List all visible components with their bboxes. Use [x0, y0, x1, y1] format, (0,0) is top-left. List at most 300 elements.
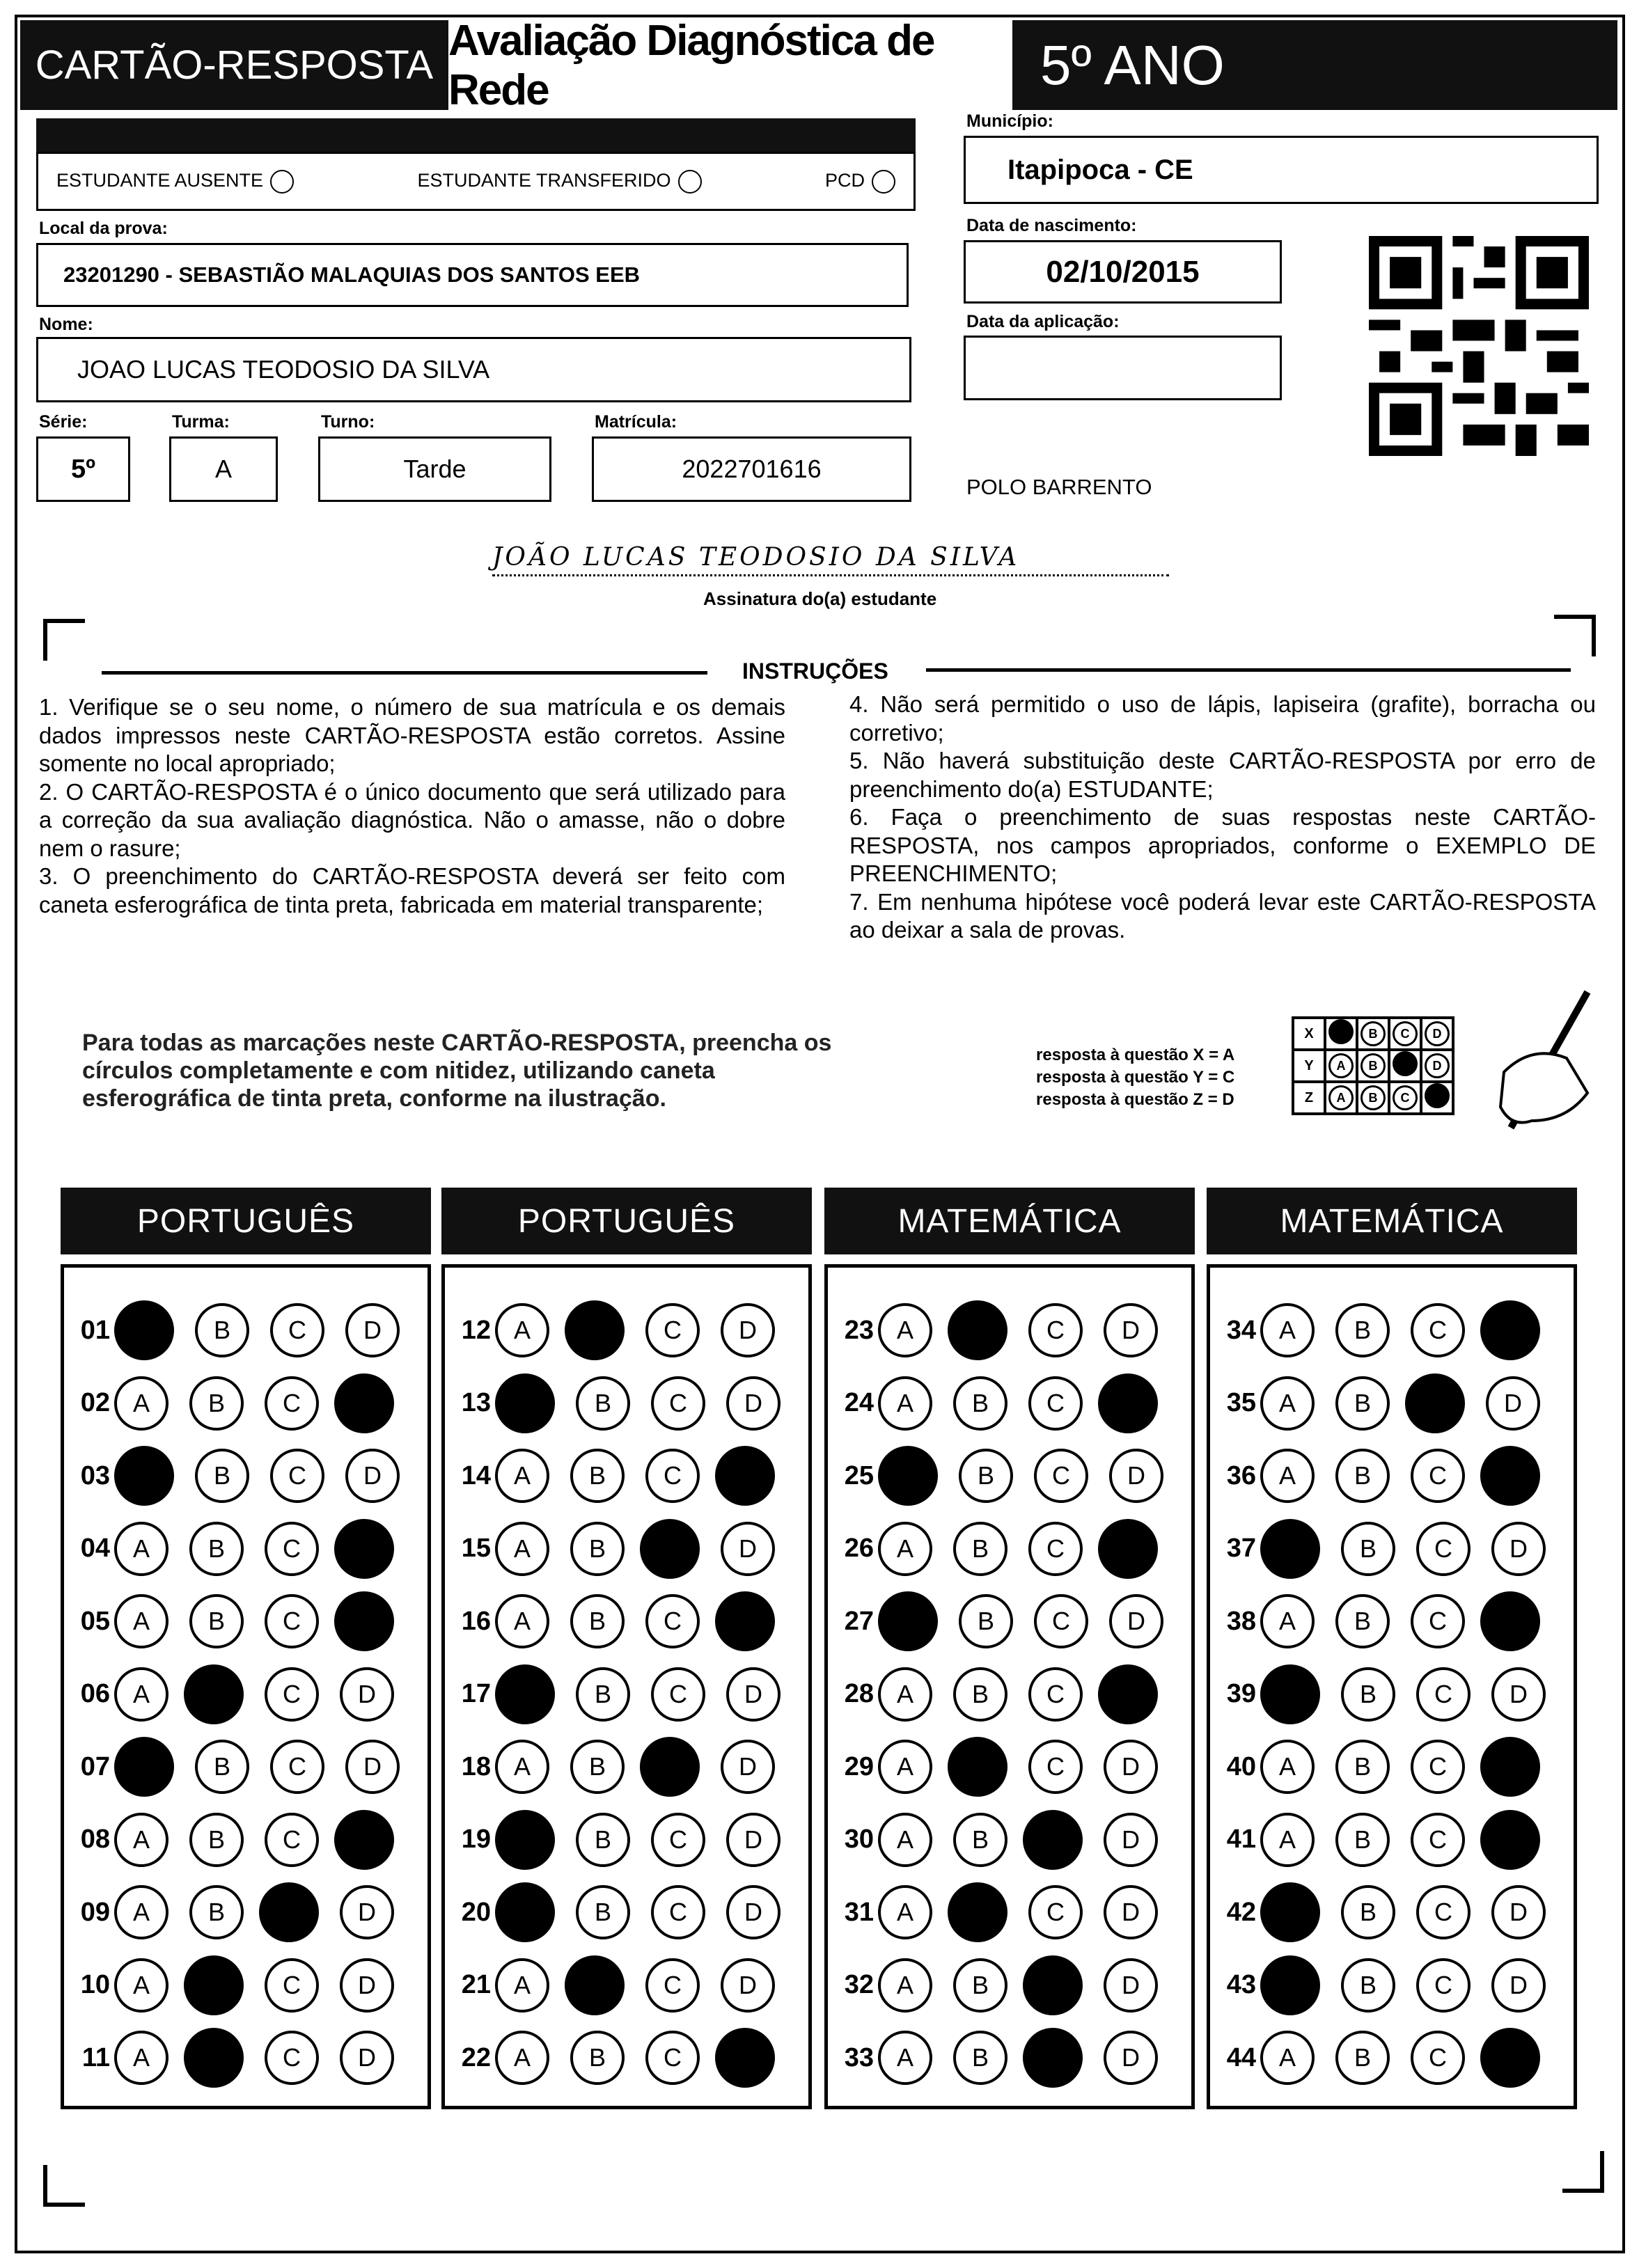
example-line: resposta à questão X = A: [1036, 1046, 1235, 1064]
answer-bubble[interactable]: A: [114, 1667, 168, 1722]
answer-bubble[interactable]: C: [1028, 1376, 1083, 1431]
name-label: Nome:: [39, 315, 93, 334]
answer-bubble[interactable]: B: [953, 1958, 1007, 2013]
answer-bubble[interactable]: D: [340, 2031, 394, 2085]
example-grid: [1292, 1016, 1454, 1115]
question-number: 25: [844, 1460, 874, 1490]
answer-bubble-filled[interactable]: [184, 1955, 244, 2015]
answer-bubble[interactable]: A: [114, 1958, 168, 2013]
question-number: 38: [1226, 1606, 1256, 1636]
question-number: 41: [1226, 1825, 1256, 1854]
answer-bubble-filled[interactable]: [334, 1519, 394, 1579]
answer-bubble[interactable]: D: [1104, 2031, 1158, 2085]
answer-bubble[interactable]: C: [645, 1594, 700, 1648]
instruction-item: 2. O CARTÃO-RESPOSTA é o único documento que será utilizado para a correção da sua avaliação diagnóstica. Não o amasse, não o dobre nem o rasure;: [39, 778, 785, 861]
question-number: 44: [1226, 2042, 1256, 2072]
question-row: [65, 1739, 400, 1795]
answer-bubble-filled[interactable]: [1023, 1810, 1083, 1870]
answer-bubble[interactable]: A: [878, 1958, 932, 2013]
grade-title: 5º ANO: [1012, 20, 1617, 110]
answer-bubble[interactable]: D: [1491, 1885, 1546, 1939]
answer-bubble[interactable]: A: [495, 1594, 549, 1648]
example-legend: [1036, 1044, 1234, 1111]
answer-bubble[interactable]: B: [1335, 1303, 1390, 1357]
occurrences-box: [36, 152, 916, 211]
example-cell: [1325, 1050, 1357, 1082]
example-bubble: B: [1360, 1085, 1386, 1110]
example-cell: [1421, 1082, 1453, 1114]
example-row: [1293, 1050, 1453, 1082]
corner-mark-tr: [1554, 615, 1596, 656]
answer-bubble[interactable]: B: [953, 1522, 1007, 1576]
answer-bubble[interactable]: B: [953, 1813, 1007, 1867]
answer-bubble-filled[interactable]: [878, 1591, 938, 1651]
answer-bubble[interactable]: C: [651, 1667, 705, 1722]
answer-bubble[interactable]: B: [570, 2031, 625, 2085]
answer-bubble[interactable]: C: [265, 1813, 319, 1867]
municipio-label: Município:: [966, 111, 1053, 131]
answer-bubble-filled[interactable]: [495, 1882, 555, 1942]
answer-bubble[interactable]: C: [645, 1958, 700, 2013]
question-number: 39: [1226, 1679, 1256, 1708]
municipio-field: Itapipoca - CE: [964, 136, 1599, 204]
answer-bubble-filled[interactable]: [1260, 1955, 1320, 2015]
question-number: 36: [1226, 1460, 1256, 1490]
answer-bubble[interactable]: B: [1335, 1740, 1390, 1794]
status-absent[interactable]: ESTUDANTE AUSENTE: [56, 170, 294, 194]
answer-bubble[interactable]: D: [721, 1958, 775, 2013]
question-row: [446, 1376, 781, 1431]
question-row: [446, 1302, 775, 1358]
answer-bubble-filled[interactable]: [114, 1737, 174, 1797]
divider: [926, 668, 1571, 672]
answer-bubble[interactable]: A: [495, 2031, 549, 2085]
example-cell: [1357, 1050, 1389, 1082]
answer-bubble[interactable]: C: [1416, 1667, 1471, 1722]
answer-bubble[interactable]: B: [1341, 1958, 1395, 2013]
example-instruction: Para todas as marcações neste CARTÃO-RESPOSTA, preencha os círculos completamente e com nitidez, utilizando caneta esferográfica de tinta preta, conforme na ilustração.: [82, 1030, 832, 1112]
answer-bubble-filled[interactable]: [259, 1882, 319, 1942]
answer-column: [1207, 1264, 1577, 2109]
answer-bubble[interactable]: A: [878, 2031, 932, 2085]
question-row: [1211, 1884, 1546, 1940]
answer-bubble-filled[interactable]: [1480, 1300, 1540, 1360]
answer-bubble[interactable]: C: [645, 1303, 700, 1357]
application-date-label: Data da aplicação:: [966, 312, 1120, 331]
question-row: [829, 1739, 1158, 1795]
answer-bubble[interactable]: D: [726, 1667, 781, 1722]
answer-bubble[interactable]: B: [570, 1449, 625, 1503]
question-number: 40: [1226, 1751, 1256, 1781]
question-number: 17: [461, 1679, 491, 1708]
answer-bubble-filled[interactable]: [495, 1810, 555, 1870]
answer-bubble-filled[interactable]: [640, 1519, 700, 1579]
answer-bubble[interactable]: A: [495, 1740, 549, 1794]
answer-bubble-filled[interactable]: [1260, 1882, 1320, 1942]
question-number: 43: [1226, 1970, 1256, 1999]
answer-bubble[interactable]: B: [189, 1813, 244, 1867]
example-row: [1293, 1082, 1453, 1114]
answer-bubble-filled[interactable]: [565, 1300, 625, 1360]
answer-bubble[interactable]: A: [114, 1522, 168, 1576]
answer-bubble[interactable]: A: [1260, 1449, 1315, 1503]
answer-bubble[interactable]: D: [1104, 1958, 1158, 2013]
local-field: 23201290 - SEBASTIÃO MALAQUIAS DOS SANTOS EEB: [36, 243, 909, 307]
question-row: [829, 1376, 1158, 1431]
answer-bubble-filled[interactable]: [1405, 1373, 1465, 1433]
answer-bubble-filled[interactable]: [565, 1955, 625, 2015]
answer-bubble-filled[interactable]: [878, 1446, 938, 1506]
radio-circle[interactable]: [270, 170, 294, 194]
question-number: 24: [844, 1388, 874, 1417]
answer-bubble[interactable]: D: [345, 1303, 400, 1357]
answer-bubble[interactable]: B: [576, 1885, 630, 1939]
example-cell: [1389, 1018, 1421, 1050]
answer-bubble[interactable]: A: [878, 1885, 932, 1939]
answer-bubble[interactable]: C: [270, 1303, 324, 1357]
status-pcd[interactable]: PCD: [825, 170, 895, 194]
instructions-left: [39, 693, 785, 919]
answer-bubble[interactable]: A: [495, 1958, 549, 2013]
question-number: 29: [844, 1751, 874, 1781]
answer-bubble[interactable]: B: [576, 1667, 630, 1722]
question-row: [829, 2030, 1158, 2086]
answer-bubble[interactable]: C: [1411, 1813, 1465, 1867]
answer-bubble[interactable]: A: [1260, 1813, 1315, 1867]
answer-bubble-filled[interactable]: [1098, 1373, 1158, 1433]
answer-bubble[interactable]: D: [726, 1376, 781, 1431]
answer-bubble[interactable]: C: [265, 1522, 319, 1576]
question-number: 27: [844, 1606, 874, 1636]
answer-bubble[interactable]: C: [1411, 2031, 1465, 2085]
example-cell: [1389, 1082, 1421, 1114]
answer-bubble[interactable]: C: [270, 1740, 324, 1794]
answer-bubble-filled[interactable]: [948, 1300, 1007, 1360]
answer-bubble-filled[interactable]: [1098, 1664, 1158, 1724]
answer-bubble[interactable]: A: [878, 1813, 932, 1867]
answer-bubble[interactable]: C: [1416, 1958, 1471, 2013]
local-label: Local da prova:: [39, 219, 168, 238]
question-number: 30: [844, 1825, 874, 1854]
answer-bubble[interactable]: B: [953, 2031, 1007, 2085]
answer-bubble[interactable]: C: [1411, 1303, 1465, 1357]
question-row: [446, 1667, 781, 1722]
answer-bubble[interactable]: D: [345, 1449, 400, 1503]
answer-bubble[interactable]: A: [1260, 1376, 1315, 1431]
question-row: [446, 1739, 775, 1795]
answer-bubble[interactable]: B: [959, 1449, 1013, 1503]
question-number: 08: [80, 1825, 110, 1854]
signature-label: Assinatura do(a) estudante: [703, 588, 937, 609]
answer-bubble[interactable]: B: [1335, 1813, 1390, 1867]
example-bubble: B: [1360, 1053, 1386, 1078]
answer-bubble[interactable]: A: [1260, 1303, 1315, 1357]
answer-bubble[interactable]: D: [345, 1740, 400, 1794]
birthdate-field: 02/10/2015: [964, 240, 1282, 304]
answer-bubble[interactable]: A: [495, 1522, 549, 1576]
answer-bubble[interactable]: D: [726, 1813, 781, 1867]
answer-bubble[interactable]: B: [953, 1376, 1007, 1431]
corner-mark-tl: [43, 619, 85, 661]
serie-label: Série:: [39, 412, 88, 432]
answer-bubble[interactable]: C: [1028, 1667, 1083, 1722]
example-line: resposta à questão Y = C: [1036, 1068, 1235, 1087]
answer-bubble[interactable]: C: [265, 2031, 319, 2085]
question-row: [829, 1521, 1158, 1577]
answer-bubble-filled[interactable]: [1480, 1810, 1540, 1870]
subject-header: PORTUGUÊS: [61, 1188, 431, 1254]
question-number: 21: [461, 1970, 491, 1999]
answer-bubble-filled[interactable]: [1480, 1737, 1540, 1797]
answer-bubble[interactable]: A: [1260, 1594, 1315, 1648]
answer-bubble[interactable]: B: [1341, 1667, 1395, 1722]
answer-bubble-filled[interactable]: [495, 1373, 555, 1433]
example-bubble: A: [1328, 1085, 1354, 1110]
answer-bubble-filled[interactable]: [1480, 2028, 1540, 2088]
answer-bubble[interactable]: A: [495, 1303, 549, 1357]
question-row: [65, 1958, 394, 2013]
answer-bubble[interactable]: C: [1411, 1740, 1465, 1794]
question-number: 02: [80, 1388, 110, 1417]
answer-bubble[interactable]: C: [651, 1885, 705, 1939]
question-row: [1211, 1958, 1546, 2013]
answer-bubble[interactable]: C: [265, 1958, 319, 2013]
subject-header: PORTUGUÊS: [441, 1188, 812, 1254]
answer-bubble[interactable]: D: [1104, 1303, 1158, 1357]
answer-bubble[interactable]: B: [1341, 1522, 1395, 1576]
answer-bubble[interactable]: D: [340, 1885, 394, 1939]
answer-bubble-filled[interactable]: [1260, 1519, 1320, 1579]
question-row: [65, 1593, 394, 1649]
radio-circle[interactable]: [678, 170, 702, 194]
answer-bubble-filled[interactable]: [948, 1737, 1007, 1797]
answer-bubble-filled[interactable]: [1480, 1591, 1540, 1651]
answer-bubble[interactable]: A: [114, 1376, 168, 1431]
answer-bubble[interactable]: B: [189, 1885, 244, 1939]
answer-bubble[interactable]: D: [1104, 1885, 1158, 1939]
question-row: [829, 1812, 1158, 1868]
question-number: 22: [461, 2042, 491, 2072]
answer-bubble[interactable]: B: [1335, 1376, 1390, 1431]
question-row: [1211, 1376, 1540, 1431]
answer-bubble[interactable]: B: [189, 1376, 244, 1431]
answer-bubble[interactable]: C: [1416, 1522, 1471, 1576]
answer-bubble-filled[interactable]: [114, 1446, 174, 1506]
question-row: [1211, 1448, 1540, 1504]
subject-header: MATEMÁTICA: [1207, 1188, 1577, 1254]
answer-bubble[interactable]: A: [1260, 2031, 1315, 2085]
answer-bubble[interactable]: C: [1411, 1449, 1465, 1503]
answer-bubble[interactable]: C: [265, 1376, 319, 1431]
question-number: 15: [461, 1534, 491, 1563]
answer-bubble[interactable]: C: [645, 2031, 700, 2085]
example-bubble: D: [1425, 1021, 1450, 1046]
answer-bubble[interactable]: D: [340, 1958, 394, 2013]
birthdate-label: Data de nascimento:: [966, 216, 1137, 235]
answer-bubble-filled[interactable]: [1023, 1955, 1083, 2015]
question-number: 06: [80, 1679, 110, 1708]
signature-line[interactable]: JOÃO LUCAS TEODOSIO DA SILVA: [492, 543, 1169, 576]
answer-bubble[interactable]: A: [495, 1449, 549, 1503]
answer-bubble[interactable]: B: [1335, 1594, 1390, 1648]
answer-bubble-filled[interactable]: [1480, 1446, 1540, 1506]
question-row: [446, 2030, 775, 2086]
answer-bubble[interactable]: C: [1416, 1885, 1471, 1939]
answer-bubble[interactable]: C: [270, 1449, 324, 1503]
answer-bubble[interactable]: B: [195, 1740, 249, 1794]
answer-bubble[interactable]: C: [1034, 1594, 1088, 1648]
answer-bubble[interactable]: B: [576, 1376, 630, 1431]
answer-bubble[interactable]: B: [959, 1594, 1013, 1648]
answer-bubble[interactable]: C: [651, 1813, 705, 1867]
example-row: [1293, 1018, 1453, 1050]
answer-bubble[interactable]: D: [1491, 1958, 1546, 2013]
answer-bubble-filled[interactable]: [1098, 1519, 1158, 1579]
answer-bubble[interactable]: D: [1109, 1594, 1163, 1648]
answer-bubble[interactable]: C: [645, 1449, 700, 1503]
turma-label: Turma:: [172, 412, 230, 432]
answer-bubble[interactable]: A: [114, 1885, 168, 1939]
answer-bubble[interactable]: D: [1104, 1813, 1158, 1867]
question-number: 10: [80, 1970, 110, 1999]
answer-bubble[interactable]: A: [878, 1522, 932, 1576]
instruction-item: 6. Faça o preenchimento de suas respostas neste CARTÃO-RESPOSTA, nos campos apropriados, conforme o EXEMPLO DE PREENCHIMENTO;: [849, 804, 1596, 886]
answer-bubble[interactable]: B: [1335, 2031, 1390, 2085]
question-number: 01: [80, 1315, 110, 1345]
answer-bubble[interactable]: A: [878, 1303, 932, 1357]
question-row: [65, 2030, 394, 2086]
question-number: 16: [461, 1606, 491, 1636]
answer-bubble-filled[interactable]: [715, 1446, 775, 1506]
question-row: [1211, 1521, 1546, 1577]
answer-bubble[interactable]: D: [721, 1522, 775, 1576]
answer-bubble[interactable]: B: [1335, 1449, 1390, 1503]
answer-bubble[interactable]: B: [570, 1594, 625, 1648]
answer-bubble-filled[interactable]: [184, 2028, 244, 2088]
answer-bubble[interactable]: D: [340, 1667, 394, 1722]
answer-bubble-filled[interactable]: [640, 1737, 700, 1797]
name-field: JOAO LUCAS TEODOSIO DA SILVA: [36, 337, 911, 402]
question-number: 05: [80, 1606, 110, 1636]
question-number: 37: [1226, 1534, 1256, 1563]
question-number: 18: [461, 1751, 491, 1781]
answer-bubble-filled[interactable]: [1260, 1664, 1320, 1724]
answer-bubble-filled[interactable]: [715, 2028, 775, 2088]
answer-bubble[interactable]: B: [570, 1740, 625, 1794]
question-row: [65, 1521, 394, 1577]
answer-bubble[interactable]: D: [721, 1303, 775, 1357]
example-cell: [1325, 1018, 1357, 1050]
answer-bubble-filled[interactable]: [334, 1591, 394, 1651]
answer-bubble-filled[interactable]: [715, 1591, 775, 1651]
answer-bubble[interactable]: A: [114, 1594, 168, 1648]
question-row: [1211, 1739, 1540, 1795]
question-row: [65, 1302, 400, 1358]
example-bubble: [1393, 1051, 1418, 1076]
answer-bubble[interactable]: B: [195, 1449, 249, 1503]
answer-bubble-filled[interactable]: [948, 1882, 1007, 1942]
instruction-item: 5. Não haverá substituição deste CARTÃO-RESPOSTA por erro de preenchimento do(a) ESTUDANTE;: [849, 748, 1596, 802]
answer-bubble-filled[interactable]: [495, 1664, 555, 1724]
answer-bubble[interactable]: A: [878, 1740, 932, 1794]
example-bubble: A: [1328, 1053, 1354, 1078]
answer-bubble-filled[interactable]: [114, 1300, 174, 1360]
question-number: 42: [1226, 1897, 1256, 1927]
answer-bubble[interactable]: B: [1341, 1885, 1395, 1939]
answer-bubble[interactable]: C: [651, 1376, 705, 1431]
answer-bubble-filled[interactable]: [184, 1664, 244, 1724]
example-cell: [1421, 1018, 1453, 1050]
answer-bubble[interactable]: D: [1104, 1740, 1158, 1794]
answer-bubble[interactable]: A: [878, 1376, 932, 1431]
answer-bubble[interactable]: D: [721, 1740, 775, 1794]
answer-bubble[interactable]: D: [726, 1885, 781, 1939]
question-number: 13: [461, 1388, 491, 1417]
divider: [102, 671, 707, 675]
question-number: 34: [1226, 1315, 1256, 1345]
instruction-item: 1. Verifique se o seu nome, o número de sua matrícula e os demais dados impressos neste CARTÃO-RESPOSTA estão corretos. Assine somente no local apropriado;: [39, 694, 785, 776]
polo-text: POLO BARRENTO: [966, 475, 1152, 499]
question-row: [446, 1958, 775, 2013]
answer-bubble-filled[interactable]: [334, 1810, 394, 1870]
answer-bubble[interactable]: A: [114, 2031, 168, 2085]
answer-bubble-filled[interactable]: [334, 1373, 394, 1433]
question-row: [829, 1884, 1158, 1940]
question-row: [1211, 2030, 1540, 2086]
turno-label: Turno:: [321, 412, 375, 432]
question-row: [829, 1448, 1163, 1504]
answer-bubble[interactable]: B: [953, 1667, 1007, 1722]
answer-bubble[interactable]: B: [195, 1303, 249, 1357]
answer-bubble[interactable]: C: [1411, 1594, 1465, 1648]
example-cell: [1357, 1018, 1389, 1050]
answer-bubble[interactable]: C: [1034, 1449, 1088, 1503]
question-number: 32: [844, 1970, 874, 1999]
answer-bubble[interactable]: C: [265, 1594, 319, 1648]
question-number: 14: [461, 1460, 491, 1490]
answer-bubble[interactable]: D: [1491, 1522, 1546, 1576]
answer-bubble[interactable]: B: [189, 1522, 244, 1576]
answer-bubble[interactable]: C: [1028, 1885, 1083, 1939]
answer-bubble[interactable]: B: [570, 1522, 625, 1576]
answer-bubble[interactable]: C: [1028, 1303, 1083, 1357]
question-row: [446, 1593, 775, 1649]
answer-bubble[interactable]: A: [1260, 1740, 1315, 1794]
question-row: [1211, 1302, 1540, 1358]
question-number: 20: [461, 1897, 491, 1927]
answer-bubble[interactable]: D: [1109, 1449, 1163, 1503]
answer-bubble[interactable]: D: [1486, 1376, 1540, 1431]
corner-mark-br: [1562, 2151, 1604, 2193]
example-cell: [1389, 1050, 1421, 1082]
question-row: [446, 1884, 781, 1940]
instructions-title: INSTRUÇÕES: [742, 659, 888, 684]
answer-bubble-filled[interactable]: [1023, 2028, 1083, 2088]
answer-bubble[interactable]: C: [1028, 1522, 1083, 1576]
answer-bubble[interactable]: D: [1491, 1667, 1546, 1722]
radio-circle[interactable]: [872, 170, 895, 194]
answer-bubble[interactable]: B: [576, 1813, 630, 1867]
answer-bubble[interactable]: A: [114, 1813, 168, 1867]
status-transferred[interactable]: ESTUDANTE TRANSFERIDO: [418, 170, 702, 194]
answer-bubble[interactable]: A: [878, 1667, 932, 1722]
answer-bubble[interactable]: C: [265, 1667, 319, 1722]
example-bubble: B: [1360, 1021, 1386, 1046]
answer-bubble[interactable]: C: [1028, 1740, 1083, 1794]
question-row: [65, 1667, 394, 1722]
occurrences-header: [36, 118, 916, 152]
answer-bubble[interactable]: B: [189, 1594, 244, 1648]
